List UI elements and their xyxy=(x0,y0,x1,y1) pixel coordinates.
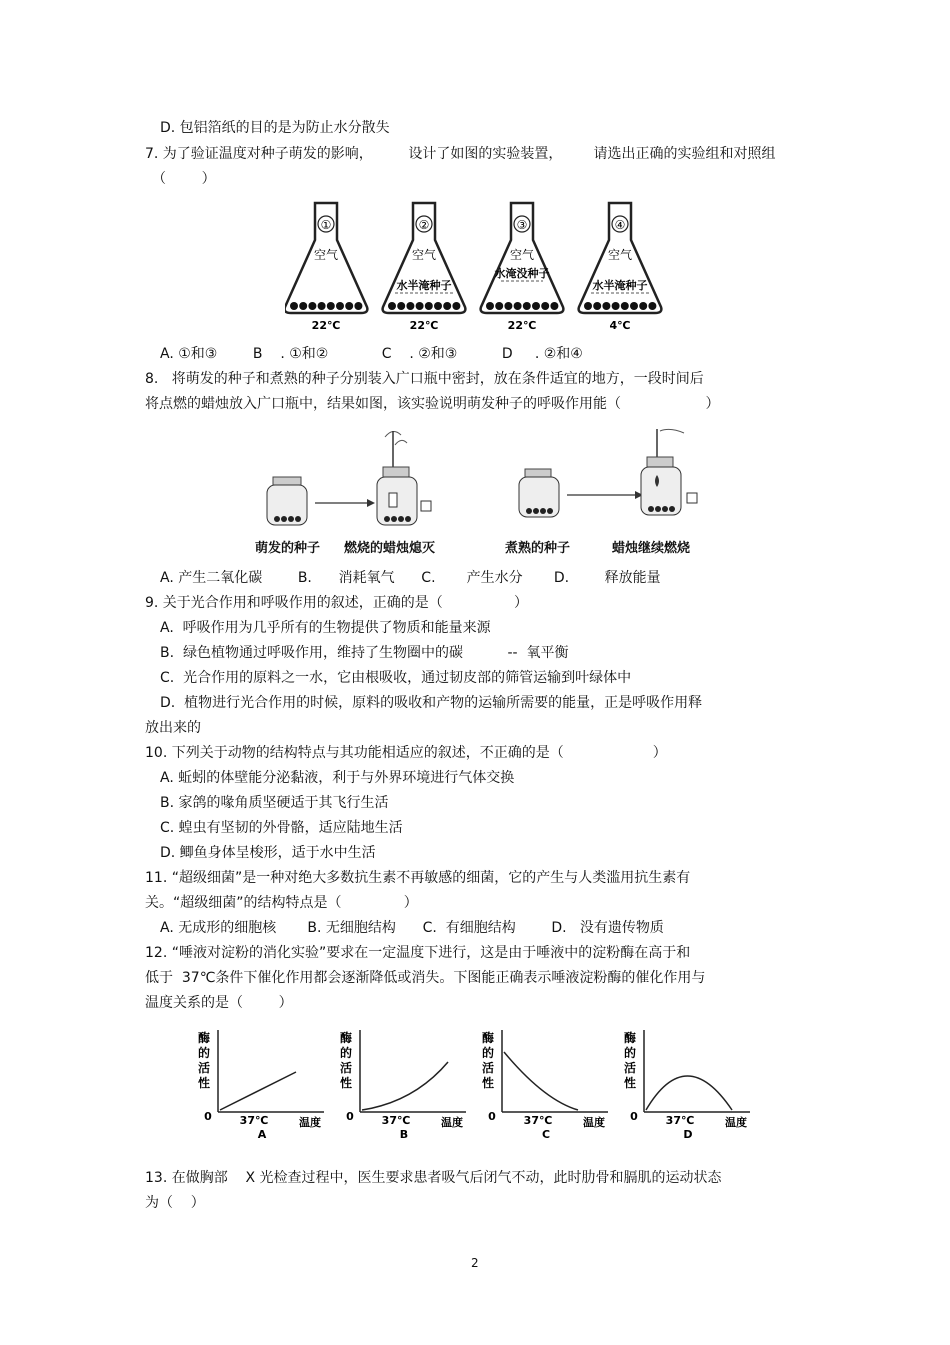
q8-jar-figure xyxy=(255,425,715,530)
seed xyxy=(639,302,647,310)
q9-option-b: B. 绿色植物通过呼吸作用，维持了生物圈中的碳 -- 氧平衡 xyxy=(160,645,569,661)
q10-option-a: A. 蚯蚓的体壁能分泌黏液，利于与外界环境进行气体交换 xyxy=(160,770,515,786)
graph-letter: B xyxy=(399,1128,409,1141)
origin-label: 0 xyxy=(346,1110,354,1123)
q9-stem: 9. 关于光合作用和呼吸作用的叙述，正确的是（ ） xyxy=(145,595,529,611)
seed xyxy=(550,302,558,310)
q7-blank: （ ） xyxy=(152,171,216,187)
seed xyxy=(416,302,424,310)
seed xyxy=(345,302,353,310)
jar-candle-burning xyxy=(641,429,697,515)
flask-air-label: 空气 xyxy=(411,248,437,262)
tick-37: 37℃ xyxy=(665,1114,695,1127)
activity-curve xyxy=(220,1072,296,1110)
q9-option-a: A. 呼吸作用为几乎所有的生物提供了物质和能量来源 xyxy=(160,620,491,636)
q10-option-b: B. 家鸽的喙角质坚硬适于其飞行生活 xyxy=(160,795,389,811)
caption-germinating-seeds: 萌发的种子 xyxy=(255,541,321,556)
seed xyxy=(290,302,298,310)
flask-air-label: 空气 xyxy=(607,248,633,262)
tick-37: 37℃ xyxy=(381,1114,411,1127)
seed xyxy=(388,302,396,310)
seed xyxy=(299,302,307,310)
seed xyxy=(541,302,549,310)
caption-boiled-seeds: 煮熟的种子 xyxy=(505,541,571,556)
graph-letter: A xyxy=(257,1128,267,1141)
graph-D xyxy=(624,1030,750,1141)
seed xyxy=(621,302,629,310)
jar-candle-out xyxy=(377,431,431,525)
seed xyxy=(602,302,610,310)
q8-line2: 将点燃的蜡烛放入广口瓶中，结果如图，该实验说明萌发种子的呼吸作用能（ ） xyxy=(145,396,720,412)
q6-option-d: D. 包铝箔纸的目的是为防止水分散失 xyxy=(160,120,390,136)
seed xyxy=(397,302,405,310)
seed xyxy=(504,302,512,310)
seed xyxy=(593,302,601,310)
y-axis-label: 的 xyxy=(481,1046,495,1060)
q12-enzyme-graphs xyxy=(190,1022,760,1152)
graph-A xyxy=(198,1030,324,1141)
flask-temperature: 22℃ xyxy=(409,319,439,332)
flask-air-label: 空气 xyxy=(509,248,535,262)
q12-line1: 12. “唾液对淀粉的消化实验”要求在一定温度下进行，这是由于唾液中的淀粉酶在高于和 xyxy=(145,945,691,961)
x-axis-label: 温度 xyxy=(441,1116,463,1129)
q7-options: A. ①和③ B . ①和② C . ②和③ D . ②和④ xyxy=(160,346,583,362)
activity-curve xyxy=(646,1076,732,1110)
y-axis-label: 的 xyxy=(339,1046,353,1060)
seed xyxy=(514,302,522,310)
y-axis-label: 酶 xyxy=(623,1031,637,1045)
seed xyxy=(406,302,414,310)
seed xyxy=(584,302,592,310)
flask-number: ② xyxy=(418,218,430,232)
flask-number: ④ xyxy=(614,218,626,232)
y-axis-label: 性 xyxy=(481,1076,495,1090)
seed xyxy=(532,302,540,310)
flask-3 xyxy=(481,203,564,332)
flask-water-label: 水淹没种子 xyxy=(494,267,550,280)
q11-options: A. 无成形的细胞核 B. 无细胞结构 C. 有细胞结构 D. 没有遗传物质 xyxy=(160,920,664,936)
origin-label: 0 xyxy=(630,1110,638,1123)
q10-option-d: D. 鲫鱼身体呈梭形，适于水中生活 xyxy=(160,845,376,861)
q13-line1: 13. 在做胸部 X 光检查过程中，医生要求患者吸气后闭气不动，此时肋骨和膈肌的运动状态 xyxy=(145,1170,722,1186)
flask-temperature: 22℃ xyxy=(311,319,341,332)
q7-stem: 7. 为了验证温度对种子萌发的影响， 设计了如图的实验装置， 请选出正确的实验组和对照组 xyxy=(145,146,776,162)
flask-number: ③ xyxy=(516,218,528,232)
y-axis-label: 性 xyxy=(197,1076,211,1090)
graph-C xyxy=(482,1030,608,1141)
flask-temperature: 22℃ xyxy=(507,319,537,332)
y-axis-label: 活 xyxy=(623,1061,637,1075)
q12-line2: 低于 37℃条件下催化作用都会逐渐降低或消失。下图能正确表示唾液淀粉酶的催化作用与 xyxy=(145,970,706,986)
graph-letter: D xyxy=(683,1128,693,1141)
tick-37: 37℃ xyxy=(523,1114,553,1127)
seed xyxy=(495,302,503,310)
seed xyxy=(612,302,620,310)
graph-letter: C xyxy=(541,1128,551,1141)
activity-curve xyxy=(362,1062,448,1110)
q7-flask-figure xyxy=(285,195,675,337)
flask-water-label: 水半淹种子 xyxy=(592,279,648,292)
seed xyxy=(308,302,316,310)
seed xyxy=(630,302,638,310)
flask-4 xyxy=(579,203,662,332)
seed xyxy=(425,302,433,310)
seed xyxy=(452,302,460,310)
q12-line3: 温度关系的是（ ） xyxy=(145,995,293,1011)
seed xyxy=(434,302,442,310)
q10-option-c: C. 蝗虫有坚韧的外骨骼，适应陆地生活 xyxy=(160,820,403,836)
jar-germinating-seeds xyxy=(267,477,307,525)
seed xyxy=(327,302,335,310)
x-axis-label: 温度 xyxy=(583,1116,605,1129)
q8-line1: 8. 将萌发的种子和煮熟的种子分别装入广口瓶中密封，放在条件适宜的地方，一段时间后 xyxy=(145,371,704,387)
origin-label: 0 xyxy=(204,1110,212,1123)
y-axis-label: 酶 xyxy=(481,1031,495,1045)
seed xyxy=(443,302,451,310)
tick-37: 37℃ xyxy=(239,1114,269,1127)
q8-options: A. 产生二氧化碳 B. 消耗氧气 C. 产生水分 D. 释放能量 xyxy=(160,570,661,586)
seed xyxy=(318,302,326,310)
seed xyxy=(354,302,362,310)
jar-boiled-seeds xyxy=(519,469,559,517)
x-axis-label: 温度 xyxy=(725,1116,747,1129)
y-axis-label: 的 xyxy=(197,1046,211,1060)
x-axis-label: 温度 xyxy=(299,1116,321,1129)
q11-line2: 关。“超级细菌”的结构特点是（ ） xyxy=(145,895,418,911)
seed xyxy=(523,302,531,310)
caption-candle-out: 燃烧的蜡烛熄灭 xyxy=(344,541,436,556)
y-axis-label: 活 xyxy=(481,1061,495,1075)
origin-label: 0 xyxy=(488,1110,496,1123)
y-axis-label: 性 xyxy=(339,1076,353,1090)
y-axis-label: 酶 xyxy=(197,1031,211,1045)
q9-option-d-line2: 放出来的 xyxy=(145,720,201,736)
flask-number: ① xyxy=(320,218,332,232)
q13-line2: 为（ ） xyxy=(145,1195,205,1211)
flask-air-label: 空气 xyxy=(313,248,339,262)
y-axis-label: 活 xyxy=(197,1061,211,1075)
seed xyxy=(336,302,344,310)
q11-line1: 11. “超级细菌”是一种对绝大多数抗生素不再敏感的细菌，它的产生与人类滥用抗生素有 xyxy=(145,870,691,886)
flask-2 xyxy=(383,203,466,332)
page-number: 2 xyxy=(471,1256,479,1270)
y-axis-label: 酶 xyxy=(339,1031,353,1045)
y-axis-label: 活 xyxy=(339,1061,353,1075)
seed xyxy=(486,302,494,310)
seed xyxy=(648,302,656,310)
flask-temperature: 4℃ xyxy=(609,319,631,332)
graph-B xyxy=(340,1030,466,1141)
flask-1 xyxy=(285,203,367,332)
q9-option-d-line1: D. 植物进行光合作用的时候，原料的吸收和产物的运输所需要的能量，正是呼吸作用释 xyxy=(160,695,703,711)
caption-candle-burning: 蜡烛继续燃烧 xyxy=(612,541,691,556)
q9-option-c: C. 光合作用的原料之一水，它由根吸收，通过韧皮部的筛管运输到叶绿体中 xyxy=(160,670,632,686)
y-axis-label: 性 xyxy=(623,1076,637,1090)
activity-curve xyxy=(504,1052,578,1110)
y-axis-label: 的 xyxy=(623,1046,637,1060)
flask-water-label: 水半淹种子 xyxy=(396,279,452,292)
q10-stem: 10. 下列关于动物的结构特点与其功能相适应的叙述，不正确的是（ ） xyxy=(145,745,667,761)
